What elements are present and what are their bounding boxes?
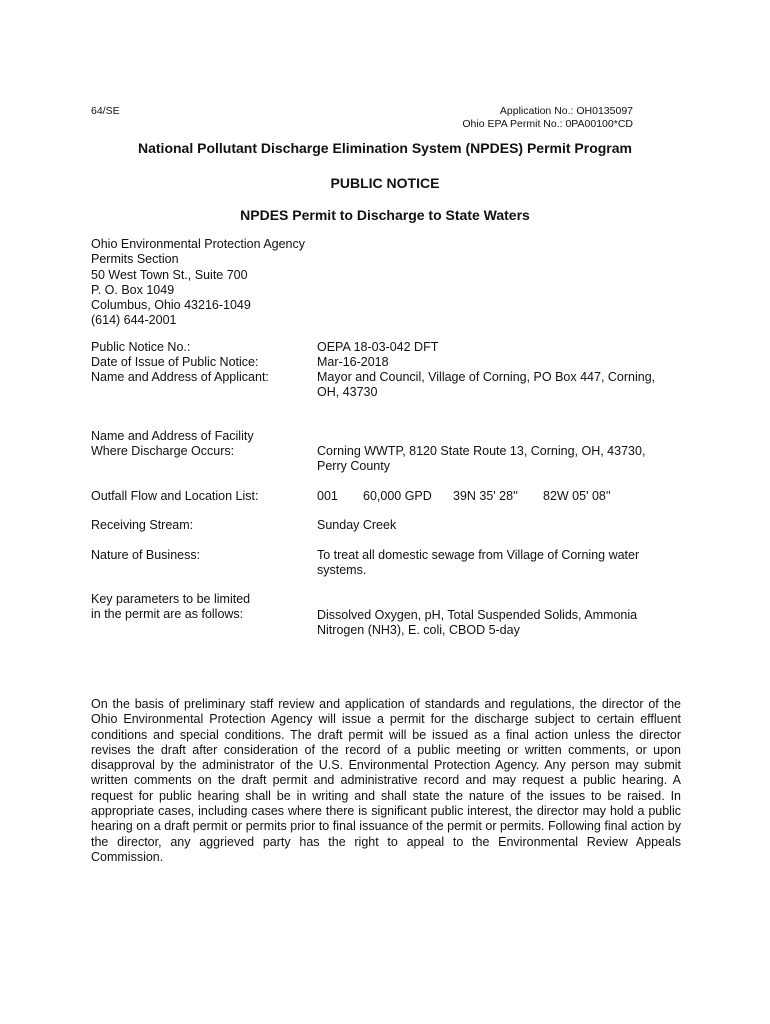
agency-section: Permits Section [91, 252, 179, 267]
agency-street: 50 West Town St., Suite 700 [91, 267, 248, 282]
program-title: National Pollutant Discharge Elimination System (NPDES) Permit Program [138, 140, 632, 156]
applicant-value: Mayor and Council, Village of Corning, PO Box 447, Corning, OH, 43730 [317, 370, 656, 400]
outfall-number: 001 [317, 489, 338, 503]
issue-date-label: Date of Issue of Public Notice: [91, 355, 259, 369]
notice-title: PUBLIC NOTICE [330, 175, 440, 191]
applicant-label: Name and Address of Applicant: [91, 370, 269, 384]
agency-address [91, 237, 305, 329]
outfall-label: Outfall Flow and Location List: [91, 489, 259, 503]
outfall-flow: 60,000 GPD [363, 489, 432, 503]
facility-label-line-2: Where Discharge Occurs: [91, 444, 235, 459]
notice-number-label: Public Notice No.: [91, 340, 191, 354]
receiving-stream-label: Receiving Stream: [91, 518, 194, 532]
parameters-value: Dissolved Oxygen, pH, Total Suspended Solids, Ammonia Nitrogen (NH3), E. coli, CBOD 5-day [317, 608, 638, 638]
agency-city: Columbus, Ohio 43216-1049 [91, 298, 251, 313]
facility-label [91, 429, 316, 460]
ohio-epa-permit-number: Ohio EPA Permit No.: 0PA00100*CD [462, 118, 633, 130]
parameters-label [91, 592, 316, 623]
facility-label-line-1: Name and Address of Facility [91, 429, 254, 443]
outfall-values [317, 489, 662, 504]
agency-po-box: P. O. Box 1049 [91, 282, 175, 297]
business-value: To treat all domestic sewage from Village of Corning water systems. [317, 548, 640, 578]
issue-date-value: Mar-16-2018 [317, 355, 389, 369]
agency-name: Ohio Environmental Protection Agency [91, 237, 306, 251]
facility-value: Corning WWTP, 8120 State Route 13, Corning, OH, 43730, Perry County [317, 444, 646, 474]
parameters-label-line-1: Key parameters to be limited [91, 592, 251, 606]
agency-phone: (614) 644-2001 [91, 313, 177, 328]
outfall-latitude: 39N 35' 28'' [453, 489, 518, 503]
application-number: Application No.: OH0135097 [499, 105, 633, 117]
business-label: Nature of Business: [91, 548, 201, 562]
document-code: 64/SE [91, 105, 120, 117]
parameters-label-line-2: in the permit are as follows: [91, 607, 244, 622]
outfall-longitude: 82W 05' 08'' [543, 489, 611, 503]
receiving-stream-value: Sunday Creek [317, 518, 397, 532]
permit-title: NPDES Permit to Discharge to State Waters [240, 207, 530, 223]
permit-identifiers [462, 105, 633, 131]
notice-number-value: OEPA 18-03-042 DFT [317, 340, 439, 354]
notice-body-paragraph: On the basis of preliminary staff review and application of standards and regulations, the director of the Ohio Environmental Protection Agency will issue a permit for the discharge subject to certain effluent conditions and special conditions. The draft permit will be issued as a final action unless the director revises the draft after consideration of the record of a public meeting or written comments, or upon disapproval by the administrator of the U.S. Environmental Protection Agency. Any person may submit written comments on the draft permit and administrative record and may request a public hearing. A request for public hearing shall be in writing and shall state the nature of the issues to be raised. In appropriate cases, including cases where there is significant public interest, the director may hold a public hearing on a draft permit or permits prior to final issuance of the permit or permits. Following final action by the director, any aggrieved party has the right to appeal to the Environmental Review Appeals Commission. [91, 697, 681, 864]
